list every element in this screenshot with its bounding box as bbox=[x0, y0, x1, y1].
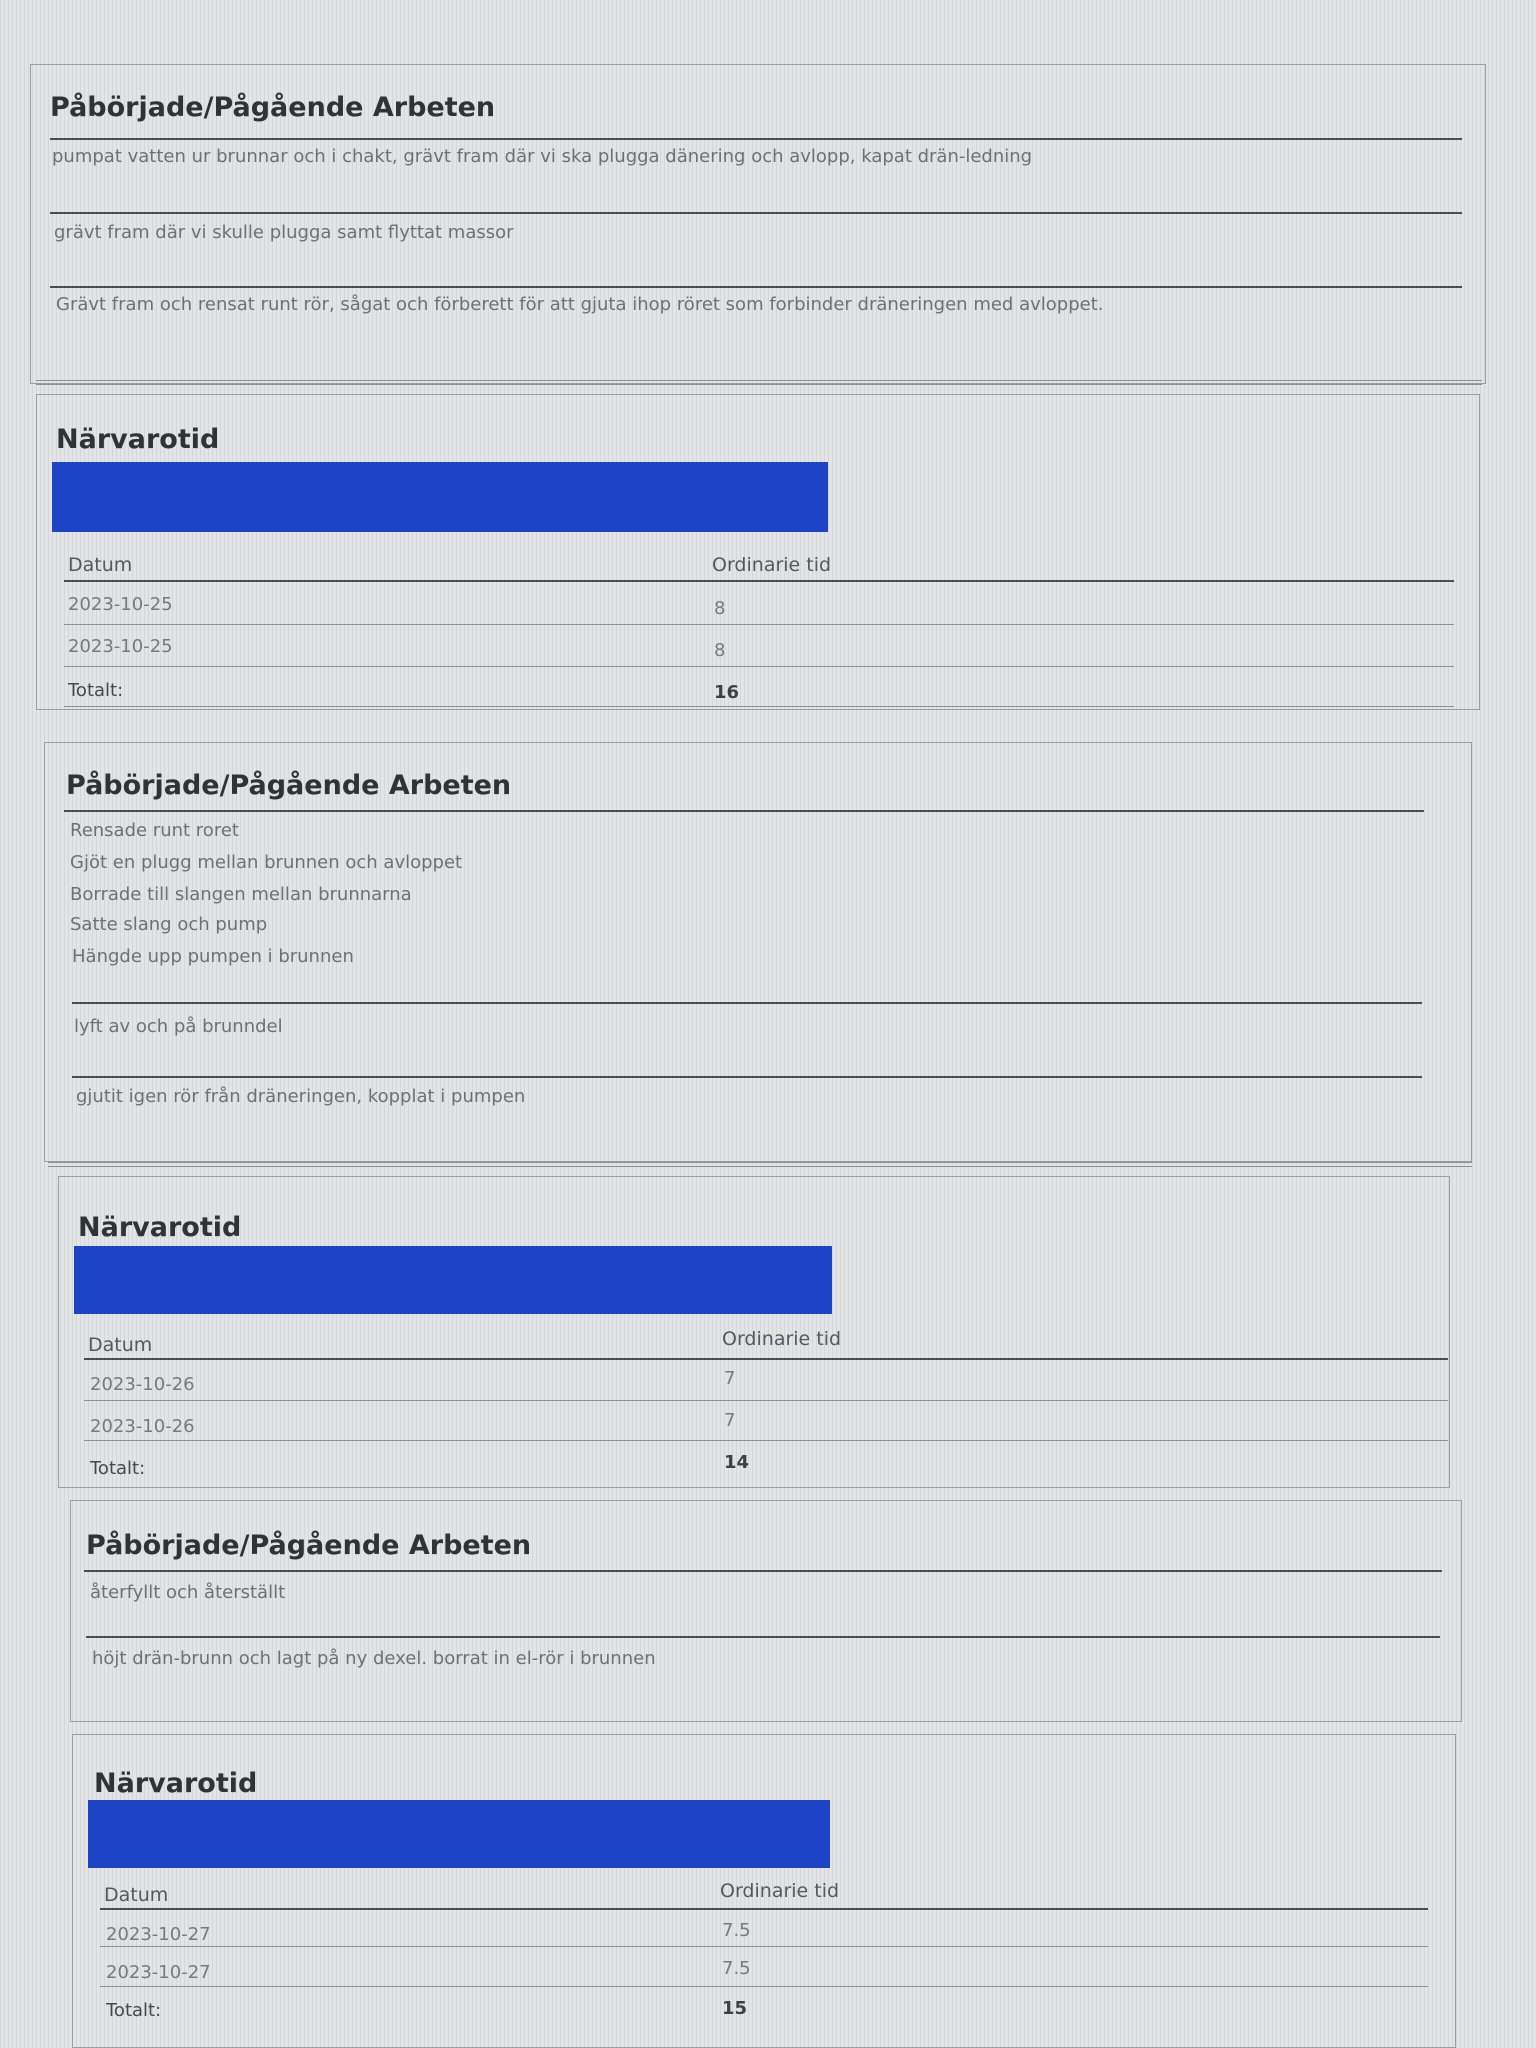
table-cell-date: 2023-10-27 bbox=[106, 1962, 211, 1983]
work-section-title: Påbörjade/Pågående Arbeten bbox=[86, 1530, 532, 1561]
table-cell-date: 2023-10-26 bbox=[90, 1374, 195, 1395]
work-entry: höjt drän-brunn och lagt på ny dexel. borrat in el-rör i brunnen bbox=[92, 1648, 656, 1669]
section-separator bbox=[36, 380, 1482, 385]
table-row-rule bbox=[84, 1440, 1448, 1441]
work-entry: Hängde upp pumpen i brunnen bbox=[72, 946, 354, 967]
table-cell-time: 8 bbox=[714, 640, 726, 661]
table-cell-time: 7.5 bbox=[722, 1920, 751, 1941]
work-entry: pumpat vatten ur brunnar och i chakt, grävt fram där vi ska plugga dänering och avlopp, kapat drän-ledning bbox=[52, 146, 1033, 167]
table-cell-date: 2023-10-25 bbox=[68, 636, 173, 657]
table-header-rule bbox=[84, 1358, 1448, 1360]
work-entry: Gjöt en plugg mellan brunnen och avloppet bbox=[70, 852, 463, 873]
table-header-rule bbox=[100, 1908, 1428, 1910]
column-header-time: Ordinarie tid bbox=[720, 1880, 840, 1902]
work-entry: grävt fram där vi skulle plugga samt flyttat massor bbox=[54, 222, 514, 243]
table-cell-date: 2023-10-26 bbox=[90, 1416, 195, 1437]
attendance-section bbox=[36, 394, 1480, 710]
table-header-rule bbox=[64, 580, 1454, 582]
attendance-title: Närvarotid bbox=[78, 1212, 242, 1243]
work-section-title: Påbörjade/Pågående Arbeten bbox=[50, 92, 496, 123]
total-value: 14 bbox=[724, 1452, 750, 1473]
table-row-rule bbox=[64, 706, 1454, 707]
work-entry: lyft av och på brunndel bbox=[74, 1016, 283, 1037]
divider bbox=[50, 212, 1462, 214]
total-label: Totalt: bbox=[90, 1458, 146, 1479]
work-entry: Satte slang och pump bbox=[70, 914, 268, 935]
table-row-rule bbox=[84, 1400, 1448, 1401]
divider bbox=[72, 1002, 1422, 1004]
divider bbox=[64, 810, 1424, 812]
work-entry: återfyllt och återställt bbox=[90, 1582, 286, 1603]
table-cell-time: 7 bbox=[724, 1368, 736, 1389]
column-header-time: Ordinarie tid bbox=[712, 554, 832, 576]
total-label: Totalt: bbox=[68, 680, 124, 701]
column-header-time: Ordinarie tid bbox=[722, 1328, 842, 1350]
table-cell-date: 2023-10-25 bbox=[68, 594, 173, 615]
column-header-date: Datum bbox=[104, 1884, 169, 1906]
table-row-rule bbox=[64, 666, 1454, 667]
total-label: Totalt: bbox=[106, 2000, 162, 2021]
table-row-rule bbox=[64, 624, 1454, 625]
table-cell-time: 8 bbox=[714, 598, 726, 619]
work-entry: Borrade till slangen mellan brunnarna bbox=[70, 884, 412, 905]
column-header-date: Datum bbox=[88, 1334, 153, 1356]
divider bbox=[50, 138, 1462, 140]
redacted-block bbox=[88, 1800, 830, 1868]
work-section-title: Påbörjade/Pågående Arbeten bbox=[66, 770, 512, 801]
work-entry: Rensade runt roret bbox=[70, 820, 239, 841]
table-cell-time: 7.5 bbox=[722, 1958, 751, 1979]
redacted-block bbox=[74, 1246, 832, 1314]
table-row-rule bbox=[100, 1986, 1428, 1987]
attendance-title: Närvarotid bbox=[94, 1768, 258, 1799]
section-separator bbox=[48, 1162, 1472, 1167]
total-value: 15 bbox=[722, 1998, 748, 2019]
divider bbox=[84, 1570, 1442, 1572]
table-cell-date: 2023-10-27 bbox=[106, 1924, 211, 1945]
divider bbox=[50, 286, 1462, 288]
redacted-block bbox=[52, 462, 828, 532]
attendance-title: Närvarotid bbox=[56, 424, 220, 455]
column-header-date: Datum bbox=[68, 554, 133, 576]
table-row-rule bbox=[100, 1946, 1428, 1947]
table-cell-time: 7 bbox=[724, 1410, 736, 1431]
work-entry: gjutit igen rör från dräneringen, kopplat i pumpen bbox=[76, 1086, 526, 1107]
work-entry: Grävt fram och rensat runt rör, sågat och förberett för att gjuta ihop röret som forbinder dräneringen med avloppet. bbox=[56, 294, 1104, 315]
divider bbox=[86, 1636, 1440, 1638]
total-value: 16 bbox=[714, 682, 740, 703]
divider bbox=[72, 1076, 1422, 1078]
